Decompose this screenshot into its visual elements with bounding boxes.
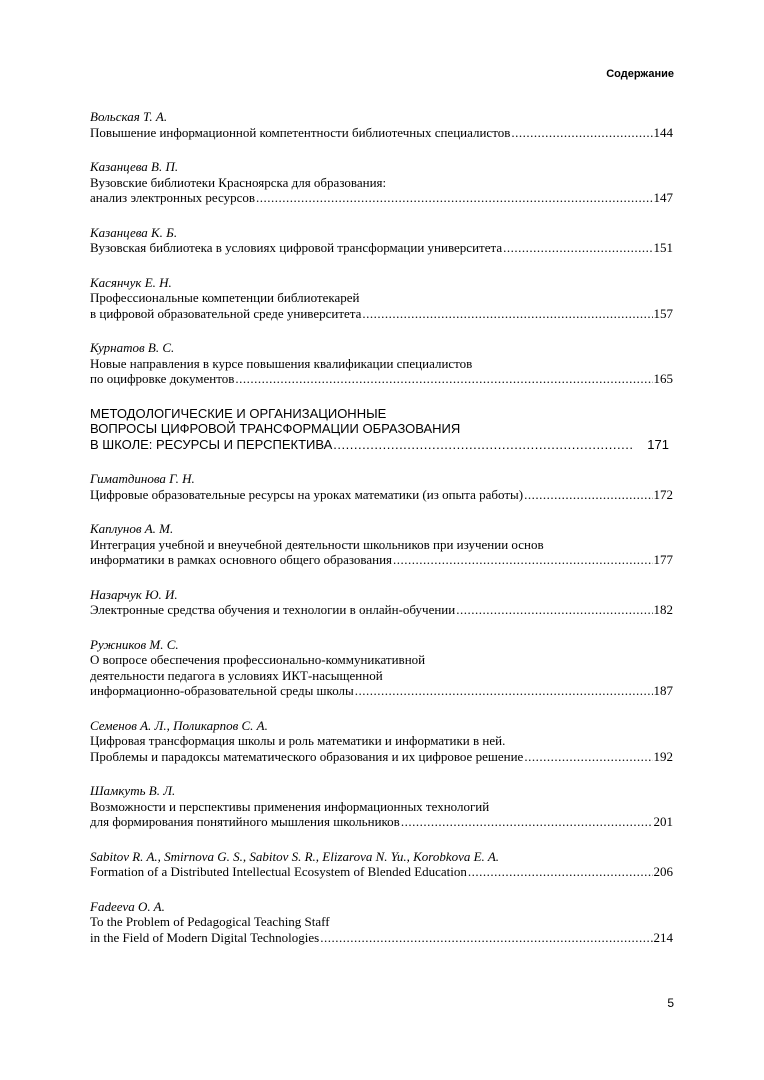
- page-ref: 192: [653, 748, 673, 764]
- entry-last-line: [90, 814, 673, 830]
- leader-dots: [503, 240, 652, 256]
- entry-author: Назарчук Ю. И.: [90, 586, 178, 602]
- entry-title-line: деятельности педагога в условиях ИКТ-насыщенной: [90, 667, 383, 683]
- entry-author: Fadeeva O. A.: [90, 898, 165, 914]
- page-ref: 214: [653, 929, 673, 945]
- entry-last-line: [90, 371, 673, 387]
- entry-author: Sabitov R. A., Smirnova G. S., Sabitov S. R., Elizarova N. Yu., Korobkova E. A.: [90, 848, 500, 864]
- page-number: 5: [667, 996, 674, 1010]
- entry-title-line: О вопросе обеспечения профессионально-коммуникативной: [90, 652, 426, 667]
- section-heading-text: В ШКОЛЕ: РЕСУРСЫ И ПЕРСПЕКТИВА: [90, 436, 333, 452]
- entry-last-line: [90, 602, 673, 618]
- entry-last-line: [90, 240, 673, 256]
- toc-entry: [90, 587, 673, 618]
- entry-title-text: анализ электронных ресурсов: [90, 190, 256, 205]
- toc-entry: [90, 109, 673, 140]
- entry-title-line: To the Problem of Pedagogical Teaching Staff: [90, 914, 330, 929]
- toc-entry: [90, 521, 673, 568]
- section-heading-line: МЕТОДОЛОГИЧЕСКИЕ И ОРГАНИЗАЦИОННЫЕ: [90, 405, 387, 421]
- entry-author: Гиматдинова Г. Н.: [90, 471, 195, 486]
- page-ref: 157: [653, 305, 673, 321]
- toc-section-heading: [90, 406, 673, 453]
- toc-block-library: [90, 109, 673, 387]
- entry-title-text: информационно-образовательной среды школы: [90, 683, 354, 698]
- toc-entry: [90, 637, 673, 699]
- entry-title-text: по оцифровке документов: [90, 371, 235, 386]
- page-ref: 182: [653, 602, 673, 617]
- page-ref: 171: [647, 436, 669, 452]
- leader-dots: [393, 552, 652, 568]
- entry-author: Каплунов А. М.: [90, 521, 174, 536]
- entry-title-line: Возможности и перспективы применения информационных технологий: [90, 798, 490, 814]
- table-of-contents: [90, 109, 673, 964]
- entry-title-text: Вузовская библиотека в условиях цифровой трансформации университета: [90, 240, 503, 255]
- entry-author: Курнатов В. С.: [90, 340, 175, 355]
- entry-last-line: [90, 749, 673, 765]
- entry-title-line: Интеграция учебной и внеучебной деятельности школьников при изучении основ: [90, 536, 544, 552]
- leader-dots: [511, 125, 652, 141]
- leader-dots: [524, 749, 652, 765]
- entry-author: Вольская Т. А.: [90, 109, 168, 124]
- entry-title-line: Вузовские библиотеки Красноярска для образования:: [90, 174, 387, 190]
- page-ref: 144: [653, 124, 673, 140]
- entry-title-text: Цифровые образовательные ресурсы на уроках математики (из опыта работы): [90, 486, 524, 502]
- page-ref: 206: [653, 864, 673, 879]
- toc-entry: [90, 783, 673, 830]
- entry-last-line: [90, 190, 673, 206]
- page-ref: 177: [653, 552, 673, 567]
- entry-author: Шамкуть В. Л.: [90, 783, 176, 798]
- entry-last-line: [90, 125, 673, 141]
- page-ref: 201: [653, 814, 673, 829]
- entry-last-line: [90, 683, 673, 699]
- page-ref: 187: [653, 683, 673, 698]
- entry-last-line: [90, 864, 673, 880]
- entry-title-text: Formation of a Distributed Intellectual Ecosystem of Blended Education: [90, 864, 467, 879]
- toc-block-school: [90, 471, 673, 945]
- leader-dots: [362, 306, 652, 322]
- toc-entry: [90, 340, 673, 387]
- entry-last-line: [90, 306, 673, 322]
- leader-dots: [524, 487, 652, 503]
- entry-author: Казанцева В. П.: [90, 159, 179, 174]
- leader-dots: [333, 437, 634, 453]
- section-heading-last-line: [90, 437, 673, 453]
- entry-author: Ружников М. С.: [90, 636, 179, 652]
- page-ref: 147: [653, 190, 673, 205]
- entry-title-line: Проблемы и парадоксы математического образования и их цифровое решение: [90, 748, 524, 764]
- toc-entry: [90, 471, 673, 502]
- leader-dots: [235, 371, 652, 387]
- leader-dots: [355, 683, 653, 699]
- entry-last-line: [90, 487, 673, 503]
- entry-title-text: Повышение информационной компетентности библиотечных специалистов: [90, 124, 511, 140]
- toc-entry: [90, 718, 673, 765]
- running-head: Содержание: [606, 68, 674, 80]
- leader-dots: [456, 602, 652, 618]
- entry-last-line: [90, 552, 673, 568]
- entry-title-line: Новые направления в курсе повышения квалификации специалистов: [90, 355, 473, 371]
- entry-title-line: Цифровая трансформация школы и роль математики и информатики в ней.: [90, 733, 506, 748]
- page-ref: 151: [653, 240, 673, 255]
- section-heading-line: ВОПРОСЫ ЦИФРОВОЙ ТРАНСФОРМАЦИИ ОБРАЗОВАНИЯ: [90, 421, 461, 436]
- entry-title-text: для формирования понятийного мышления школьников: [90, 814, 400, 829]
- leader-dots: [468, 864, 653, 880]
- entry-author: Казанцева К. Б.: [90, 224, 178, 240]
- toc-entry: [90, 225, 673, 256]
- entry-title-text: in the Field of Modern Digital Technologies: [90, 929, 320, 945]
- toc-entry: [90, 899, 673, 946]
- toc-entry: [90, 275, 673, 322]
- leader-dots: [401, 814, 653, 830]
- page-ref: 172: [653, 486, 673, 502]
- leader-dots: [320, 930, 652, 946]
- entry-author: Касянчук Е. Н.: [90, 274, 172, 290]
- page-ref: 165: [653, 371, 673, 386]
- entry-title-text: в цифровой образовательной среде университета: [90, 305, 362, 321]
- toc-entry: [90, 849, 673, 880]
- entry-title-text: информатики в рамках основного общего образования: [90, 552, 393, 567]
- entry-title-line: Профессиональные компетенции библиотекарей: [90, 290, 360, 305]
- toc-entry: [90, 159, 673, 206]
- entry-last-line: [90, 930, 673, 946]
- leader-dots: [256, 190, 652, 206]
- entry-author: Семенов А. Л., Поликарпов С. А.: [90, 717, 268, 733]
- entry-title-text: Электронные средства обучения и технологии в онлайн-обучении: [90, 602, 456, 617]
